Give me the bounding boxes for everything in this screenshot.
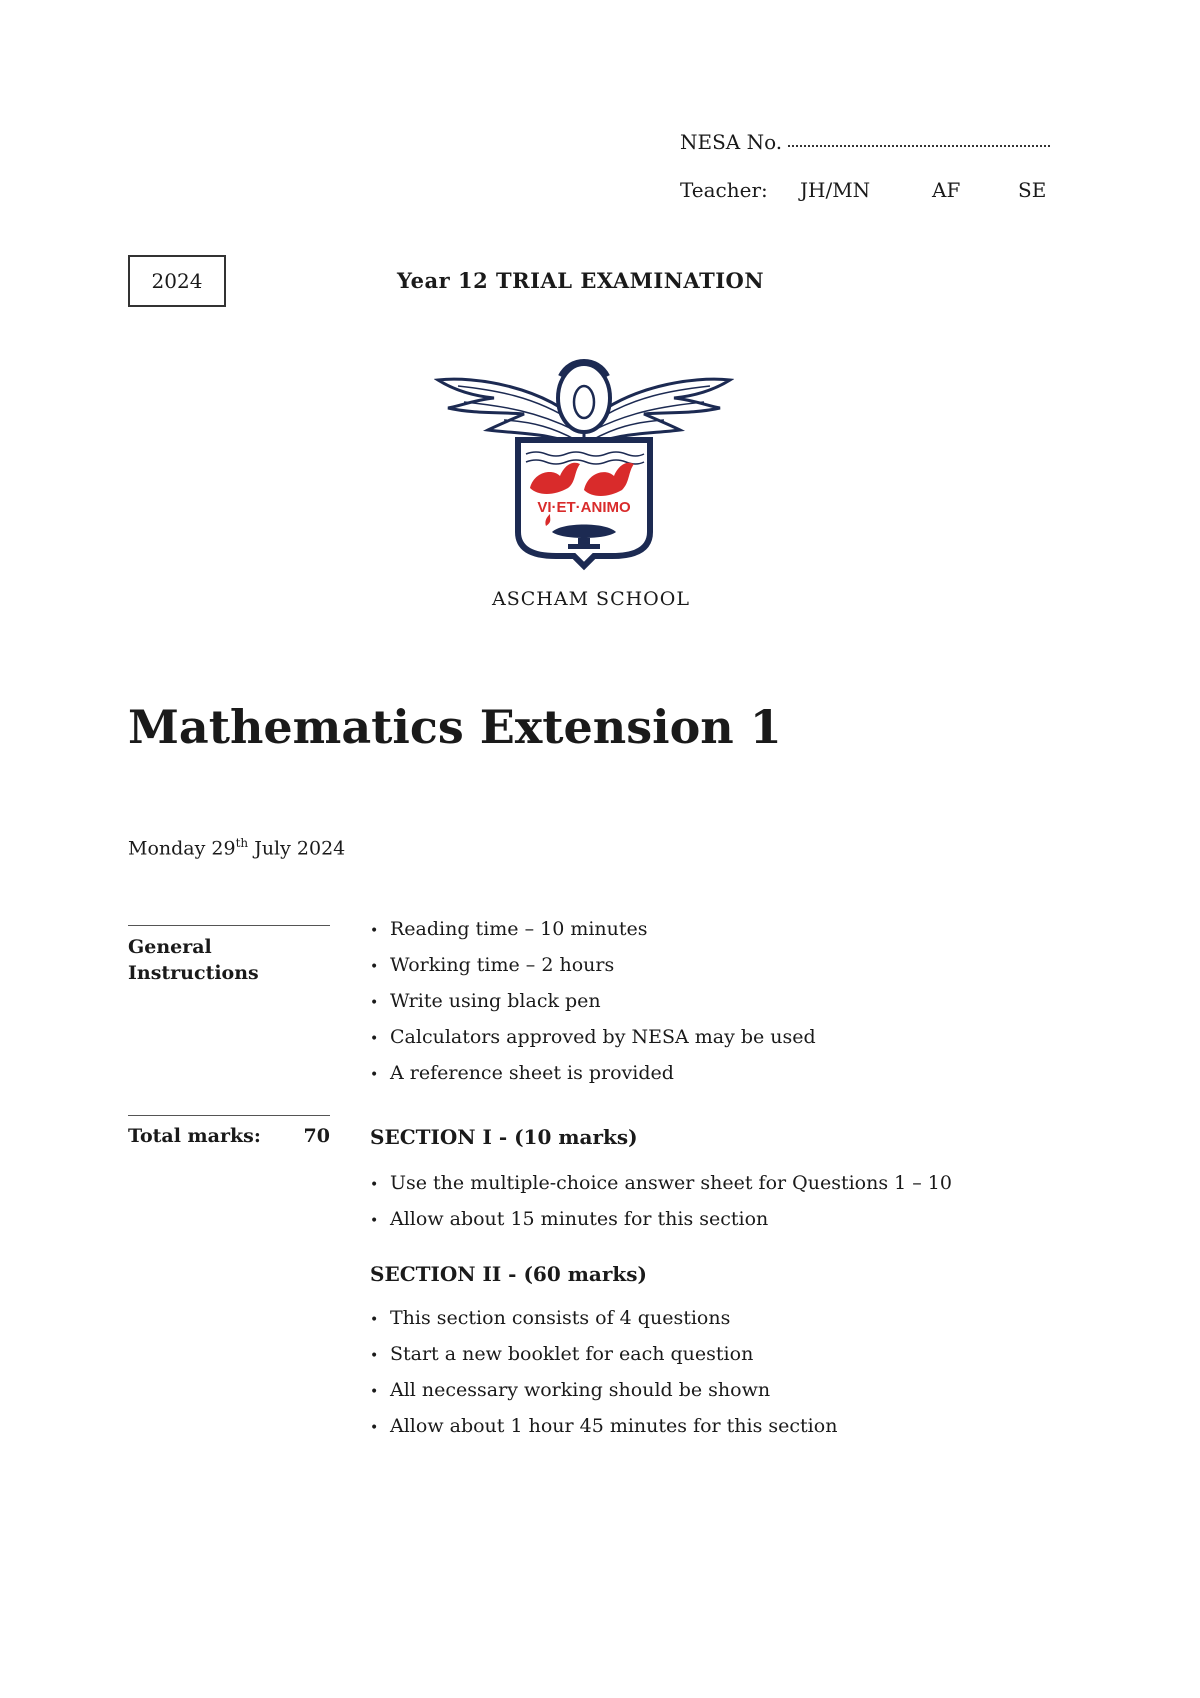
school-crest-logo <box>434 356 734 572</box>
list-item: • Allow about 1 hour 45 minutes for this section <box>370 1415 838 1437</box>
teacher-label: Teacher: <box>680 178 768 202</box>
bullet-icon: • <box>370 1213 379 1229</box>
general-instructions-list <box>370 918 816 1098</box>
list-item: • Start a new booklet for each question <box>370 1343 754 1365</box>
bullet-icon: • <box>370 1031 379 1047</box>
exam-date <box>128 836 345 859</box>
section-1-list <box>370 1172 952 1244</box>
teacher-option-af: AF <box>932 178 961 202</box>
total-marks-label: Total marks: <box>128 1125 261 1147</box>
bullet-icon: • <box>370 923 379 939</box>
bullet-icon: • <box>370 1312 379 1328</box>
nesa-blank-line <box>788 145 1050 147</box>
teacher-row <box>680 178 1047 202</box>
general-label-line1: General <box>128 936 212 958</box>
school-name: ASCHAM SCHOOL <box>492 588 690 610</box>
divider-general <box>128 925 330 926</box>
year-box: 2024 <box>128 255 226 307</box>
bullet-icon: • <box>370 959 379 975</box>
bullet-icon: • <box>370 1067 379 1083</box>
section-1-heading: SECTION I - (10 marks) <box>370 1125 638 1149</box>
nesa-label: NESA No. <box>680 130 783 154</box>
general-instructions-label <box>128 934 259 986</box>
date-weekday: Monday <box>128 837 206 860</box>
subject-title: Mathematics Extension 1 <box>128 700 782 754</box>
general-label-line2: Instructions <box>128 962 259 984</box>
bullet-icon: • <box>370 1177 379 1193</box>
crest-motto: VI·ET·ANIMO <box>537 499 631 516</box>
list-item: • This section consists of 4 questions <box>370 1307 731 1329</box>
list-item: • Reading time – 10 minutes <box>370 918 648 940</box>
date-month-year: July 2024 <box>254 837 346 860</box>
exam-title: Year 12 TRIAL EXAMINATION <box>397 268 765 293</box>
list-item: • All necessary working should be shown <box>370 1379 771 1401</box>
list-item: • Calculators approved by NESA may be used <box>370 1026 816 1048</box>
section-2-heading: SECTION II - (60 marks) <box>370 1262 647 1286</box>
bullet-icon: • <box>370 1348 379 1364</box>
date-suffix: th <box>235 836 249 850</box>
teacher-option-se: SE <box>1018 178 1047 202</box>
total-marks-value: 70 <box>303 1125 330 1147</box>
teacher-option-jh-mn: JH/MN <box>800 178 871 202</box>
date-day: 29 <box>211 837 236 860</box>
bullet-icon: • <box>370 1384 379 1400</box>
nesa-number-field <box>680 130 1050 154</box>
list-item: • Write using black pen <box>370 990 601 1012</box>
section-2-list <box>370 1307 837 1451</box>
list-item: • Allow about 15 minutes for this section <box>370 1208 769 1230</box>
divider-total <box>128 1115 330 1116</box>
bullet-icon: • <box>370 1420 379 1436</box>
total-marks <box>128 1125 330 1147</box>
list-item: • Working time – 2 hours <box>370 954 615 976</box>
list-item: • Use the multiple-choice answer sheet for Questions 1 – 10 <box>370 1172 952 1194</box>
bullet-icon: • <box>370 995 379 1011</box>
list-item: • A reference sheet is provided <box>370 1062 674 1084</box>
